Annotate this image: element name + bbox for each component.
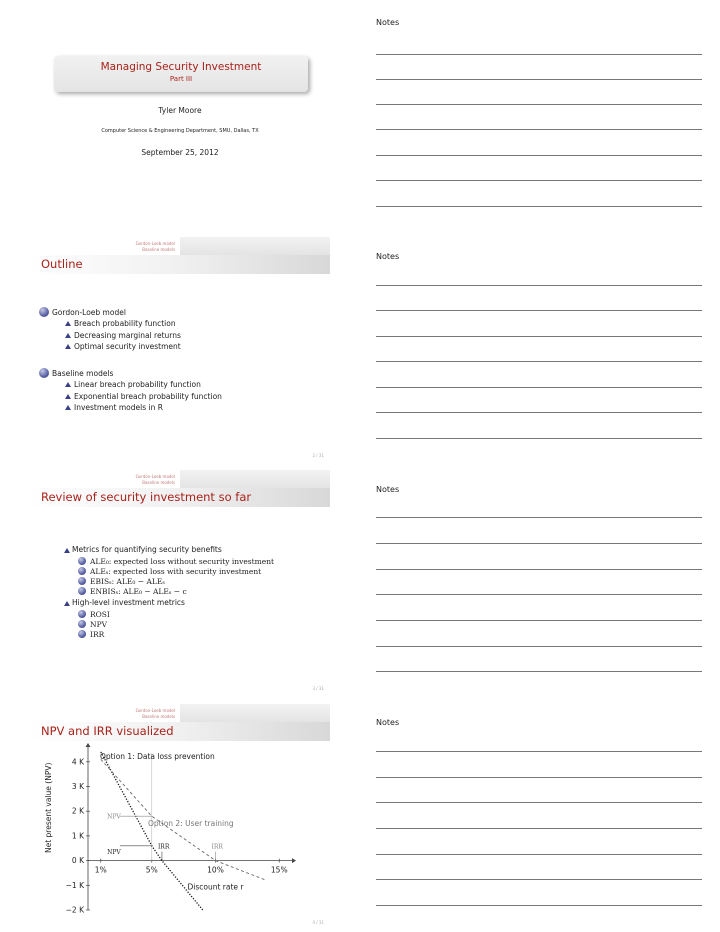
outline-subsection[interactable]: Breach probability function <box>74 319 176 328</box>
y-tick-label: 4 K <box>71 757 84 767</box>
outline-subsection[interactable]: Optimal security investment <box>74 342 181 351</box>
investment-metric-item: NPV <box>90 620 107 629</box>
npv-irr-chart <box>30 700 330 932</box>
y-tick-label: −1 K <box>65 880 84 890</box>
triangle-bullet-icon <box>64 601 70 606</box>
triangle-bullet-icon <box>65 333 71 338</box>
nav-section-2[interactable]: Baseline models <box>142 247 175 252</box>
sub-bullet-icon <box>78 610 86 618</box>
triangle-bullet-icon <box>65 344 71 349</box>
slide-title <box>30 0 330 232</box>
frame-title-bar <box>30 255 330 274</box>
outline-subsection[interactable]: Investment models in R <box>74 403 163 412</box>
irr-label-option-2: IRR <box>211 843 223 851</box>
npv-label-option-2: NPV <box>107 813 121 821</box>
notes-label: Notes <box>376 252 400 261</box>
presentation-title: Managing Security Investment <box>100 61 262 73</box>
notes-label: Notes <box>376 718 400 727</box>
page-number: 2 / 31 <box>312 453 324 458</box>
series-label-option-2: Option 2: User training <box>148 819 234 828</box>
presentation-subtitle: Part III <box>169 75 193 83</box>
slide-title: Outline <box>41 257 83 271</box>
outline-section[interactable]: Gordon-Loeb model <box>52 308 126 317</box>
y-tick-label: 2 K <box>71 806 84 816</box>
slide-outline <box>30 233 330 465</box>
y-tick-label: 0 K <box>71 856 84 866</box>
metric-item: EBISₛ: ALE₀ − ALEₛ <box>90 577 165 586</box>
section-bullet-icon <box>39 307 49 317</box>
y-tick-label: 3 K <box>71 782 84 792</box>
triangle-bullet-icon <box>65 405 71 410</box>
metric-item: ALEₛ: expected loss with security investment <box>90 567 261 576</box>
slide-review <box>30 466 330 698</box>
metric-item: ENBISₛ: ALE₀ − ALEₛ − c <box>90 587 187 596</box>
y-axis-label: Net present value (NPV) <box>44 762 53 854</box>
bullet-item: Metrics for quantifying security benefits <box>72 545 222 554</box>
metric-item: ALE₀: expected loss without security investment <box>90 557 274 566</box>
x-tick-label: 15% <box>270 865 288 875</box>
outline-subsection[interactable]: Exponential breach probability function <box>74 392 222 401</box>
y-tick-label: 1 K <box>71 831 84 841</box>
slide-title: NPV and IRR visualized <box>41 724 174 738</box>
triangle-bullet-icon <box>65 394 71 399</box>
triangle-bullet-icon <box>65 321 71 326</box>
section-bullet-icon <box>39 368 49 378</box>
page-number: 4 / 31 <box>312 920 324 925</box>
nav-section-1[interactable]: Gordon-Loeb model <box>135 708 175 713</box>
investment-metric-item: IRR <box>90 630 104 639</box>
bullet-item: High-level investment metrics <box>72 598 185 607</box>
slide-npv-irr <box>30 700 330 932</box>
outline-subsection[interactable]: Decreasing marginal returns <box>74 331 181 340</box>
npv-label-option-1: NPV <box>107 848 121 856</box>
triangle-bullet-icon <box>64 548 70 553</box>
series-label-option-1: Option 1: Data loss prevention <box>100 752 215 761</box>
notes-label: Notes <box>376 485 400 494</box>
x-tick-label: 5% <box>145 865 158 875</box>
page-number: 3 / 31 <box>312 686 324 691</box>
frame-title-bar <box>30 488 330 507</box>
sub-bullet-icon <box>78 620 86 628</box>
x-tick-label: 1% <box>94 865 107 875</box>
nav-header <box>30 470 330 486</box>
sub-bullet-icon <box>78 557 86 565</box>
y-axis-arrow <box>86 743 91 747</box>
sub-bullet-icon <box>78 630 86 638</box>
nav-header <box>30 237 330 253</box>
y-tick-label: −2 K <box>65 905 84 915</box>
x-axis-arrow <box>292 858 296 863</box>
nav-section-1[interactable]: Gordon-Loeb model <box>135 241 175 246</box>
sub-bullet-icon <box>78 577 86 585</box>
outline-section[interactable]: Baseline models <box>52 369 113 378</box>
slide-title: Review of security investment so far <box>41 490 252 504</box>
sub-bullet-icon <box>78 587 86 595</box>
nav-section-1[interactable]: Gordon-Loeb model <box>135 474 175 479</box>
x-axis-label: Discount rate r <box>187 882 244 892</box>
affiliation: Computer Science & Engineering Department, SMU, Dallas, TX <box>101 128 259 134</box>
x-tick-label: 10% <box>207 865 224 875</box>
triangle-bullet-icon <box>65 382 71 387</box>
title-box <box>54 56 308 92</box>
outline-subsection[interactable]: Linear breach probability function <box>74 380 201 389</box>
sub-bullet-icon <box>78 567 86 575</box>
notes-label: Notes <box>376 18 400 27</box>
investment-metric-item: ROSI <box>90 610 110 619</box>
nav-section-2[interactable]: Baseline models <box>142 480 175 485</box>
irr-label-option-1: IRR <box>157 843 170 851</box>
author: Tyler Moore <box>158 106 202 115</box>
nav-section-2[interactable]: Baseline models <box>142 714 175 719</box>
date: September 25, 2012 <box>141 148 219 157</box>
